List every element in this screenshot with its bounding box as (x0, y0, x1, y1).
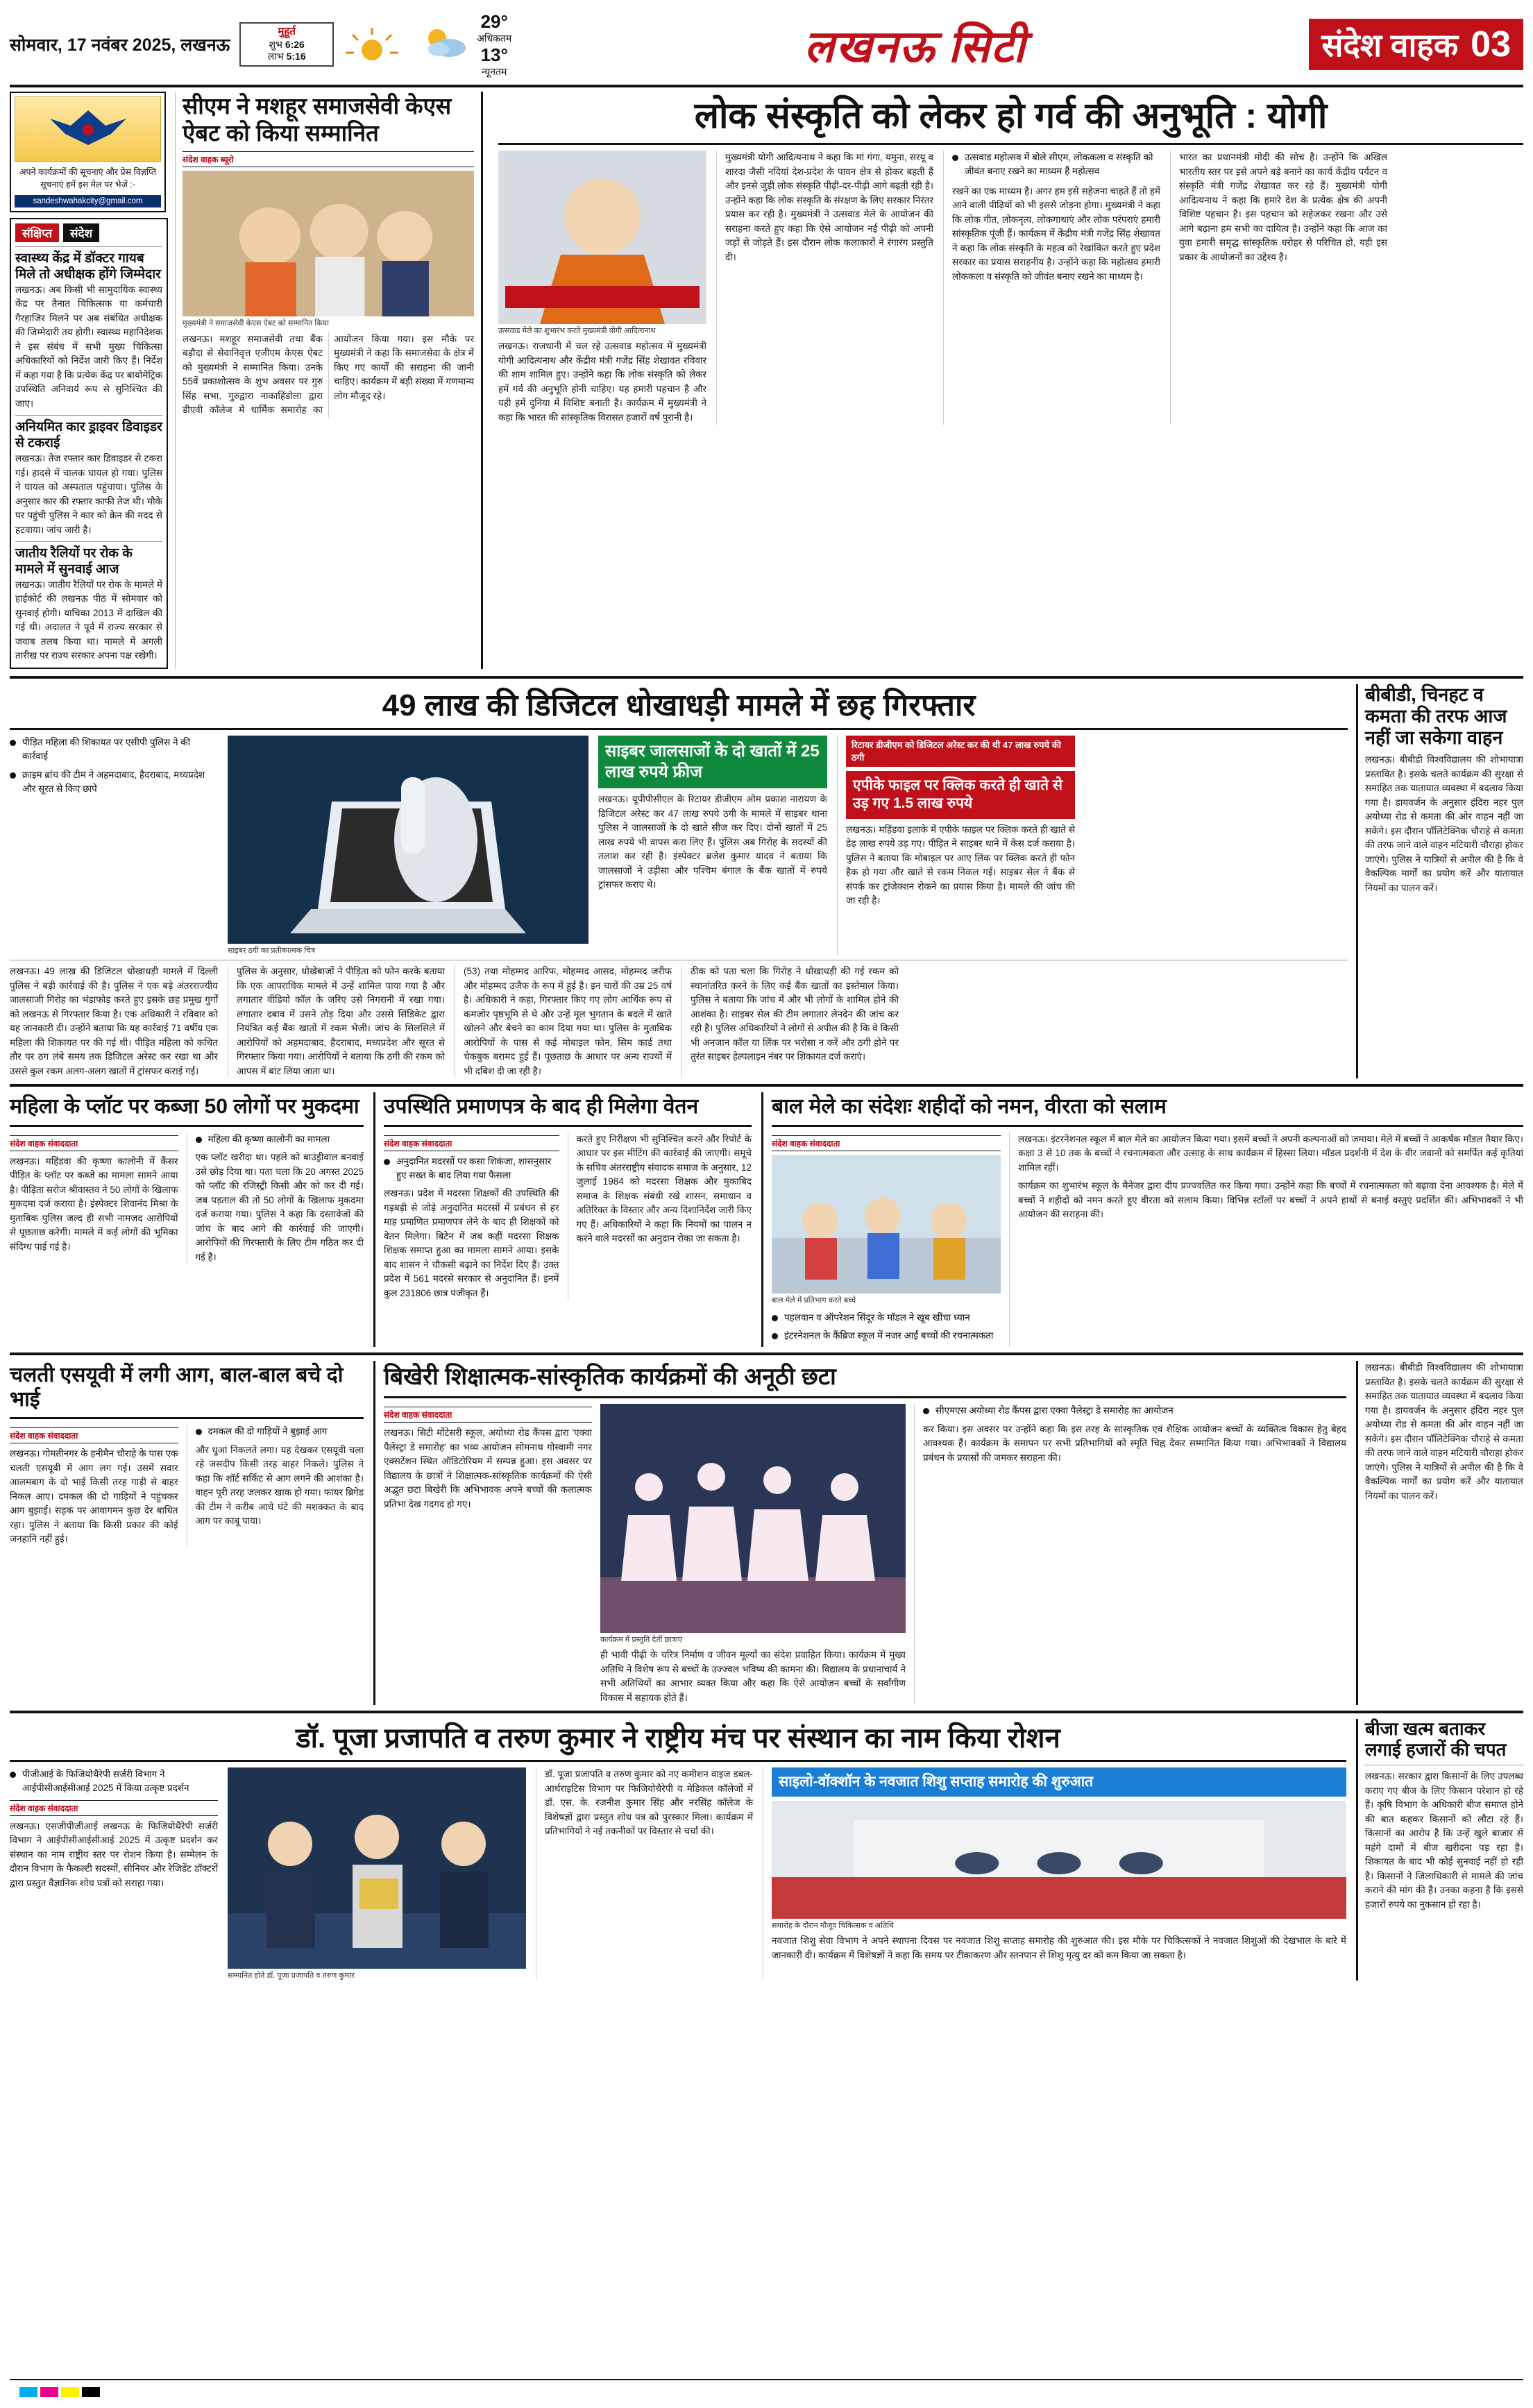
fraud-red-box (837, 736, 1075, 956)
brand-name: संदेश वाहक (1321, 27, 1459, 63)
weather-widget (410, 11, 521, 78)
cultural-byline: संदेश वाहक संवाददाता (384, 1407, 592, 1423)
story-traffic-diversion (1356, 684, 1523, 1078)
plot-bullet-0: महिला की कृष्णा कालोनी का मामला (196, 1133, 364, 1146)
attendance-body-c1: लखनऊ। प्रदेश में मदरसा शिक्षकों की उपस्थिति की गड़बड़ी से जोड़े अनुदानित मदरसों में प्रबंधन से हर माह प्रमाणित प्रमाणपत्र लेने के बाद ही शिक्षकों को वेतन मिलेगा। बिटेन में जब कहीं मदरसा शिक्षक शिक्षक समाप्त हुआ का मामला सामने आया। इसके बाद शासन ने चौकसी बढ़ाने का निर्देश दिए हैं। उक्त प्रदेश में 561 मदरसे सरकार से अनुदानित हैं। इनमें कुल 231806 छात्र पंजीकृत हैं। (384, 1188, 559, 1298)
lead-col-4 (1170, 151, 1387, 425)
lead-col-1 (498, 151, 706, 425)
fraud-bullet-1: क्राइम ब्रांच की टीम ने अहमदाबाद, हैदराबाद, मध्यप्रदेश और सूरत से किए छापे (10, 768, 218, 797)
suv-body-c1: लखनऊ। गोमतीनगर के हनीमैन चौराहे के पास एक चलती एसयूवी में आग लग गई। उसमें सवार आलमबाग के दो भाई किसी तरह गाड़ी से बाहर निकल आए। दमकल की दो गाड़ियों ने पहुंचकर आग बुझाई। सड़क पर आवागमन कुछ देर बाधित रहा। पुलिस ने बताया कि किसी प्रकार की कोई जनहानि नहीं हुई। (10, 1448, 178, 1545)
suv-headline: चलती एसयूवी में लगी आग, बाल-बाल बचे दो भाई (10, 1364, 344, 1411)
story-cm-photo (183, 171, 474, 316)
bal-mela-photo (772, 1155, 1001, 1294)
fraud-red-body2: लखनऊ। महिंडवा इलाके में एपीके फाइल पर क्लिक करते ही खाते से डेढ़ लाख रुपये उड़ गए। पीड़ित ने साइबर थाने में केस दर्ज कराया है। पुलिस ने बताया कि मोबाइल पर आए लिंक पर क्लिक करते ही फोन हैक हो गया और खाते से रकम निकल गई। साइबर सेल ने बैंक से संपर्क कर ट्रांजेक्शन रोकने का प्रयास किया है। मामले की जांच की जा रही है। (846, 824, 1075, 906)
top-zone (10, 92, 1523, 669)
brief-news-box (10, 218, 168, 669)
panchang-title: मुहूर्त (278, 26, 296, 38)
cultural-bullet-0: सीएमएस अयोध्या रोड कैंपस द्वारा एक्वा पैलेस्ट्रा डे समारोह का आयोजन (923, 1404, 1346, 1418)
brief-item-0-head: स्वास्थ्य केंद्र में डॉक्टर गायब मिले तो अधीक्षक होंगे जिम्मेदार (15, 251, 161, 282)
story-lead (490, 92, 1523, 669)
lead-col-2 (716, 151, 933, 425)
fraud-body-c3: (53) तथा मोहम्मद आरिफ, मोहम्मद आसद, मोहम्मद जरीफ और मोहम्मद उजैफ के रूप में हुई है। इन चारों की उम्र 25 वर्ष है। अधिकारी ने कहा, गिरफ्तार किए गए लोग आर्थिक रूप से कमजोर पृष्ठभूमि से थे और उन्हें मूल भुगतान के बदले में खाते खोलने और बेचने का काम दिया गया था। पुलिस के मुताबिक आरोपियों के पास से कई मोबाइल फोन, सिम कार्ड तथा चेकबुक बरामद हुई हैं। पूछताछ के आधार पर अन्य राज्यों में भी दबिश दी जा रही है। (455, 965, 672, 1078)
fraud-red-caption: रिटायर डीजीएम को डिजिटल अरेस्ट कर की थी 47 लाख रुपये की ठगी (846, 736, 1075, 767)
lead-headline: लोक संस्कृति को लेकर हो गर्व की अनुभूति : योगी (694, 96, 1328, 136)
cmyk-registration-marks (19, 2387, 100, 2397)
award-headline: डॉ. पूजा प्रजापति व तरुण कुमार ने राष्ट्रीय मंच पर संस्थान का नाम किया रोशन (296, 1723, 1060, 1754)
award-photo (228, 1767, 526, 1969)
temp-low-label: न्यूनतम (482, 66, 507, 78)
fraud-red-head2: एपीके फाइल पर क्लिक करते ही खाते से उड़ गए 1.5 लाख रुपये (846, 771, 1075, 819)
traffic-body: लखनऊ। बीबीडी विश्वविद्यालय की शोभायात्रा प्रस्तावित है। इसके चलते कार्यक्रम की सुरक्षा से समाहित तक यातायात व्यवस्था में बदलाव किया गया है। डायवर्जन के अनुसार इंदिरा नहर पुल अयोध्या रोड से कमता की ओर वाहन नहीं जा सकेंगे। इस दौरान पॉलिटेक्निक चौराहे से कमता की तरफ जाने वाले वाहन मटियारी चौराहा होकर जाएंगे। पुलिस ने यात्रियों से अपील की है कि वे वैकल्पिक मार्गों का प्रयोग करें और यातायात नियमों का पालन करें। (1365, 754, 1523, 893)
masthead (10, 7, 1523, 87)
brand-block (1309, 19, 1523, 70)
edition-title: लखनऊ सिटी (804, 22, 1026, 71)
temp-low: 13° (480, 44, 508, 65)
fraud-body-c2: पुलिस के अनुसार, धोखेबाजों ने पीड़िता को फोन करके बताया कि एक आपराधिक मामले में उन्हें शामिल पाया गया है और लगातार वीडियो कॉल के जरिए उसे निगरानी में रखा गया। लगातार दबाव में उसने तोड़ दिया और उससे सिंडिकेट द्वारा नियंत्रित कई बैंक खातों में रकम भेजी। जांच के सिलसिले में आरोपियों को अहमदाबाद, हैदराबाद, मध्यप्रदेश और सूरत से गिरफ्तार किया गया। आरोपियों ने बताया कि ठगी की रकम को आपस में बांट लिया जाता था। (228, 965, 445, 1078)
story-digital-fraud-band (10, 684, 1523, 1078)
bal-mela-body-c1: लखनऊ। इंटरनेशनल स्कूल में बाल मेले का आयोजन किया गया। इसमें बच्चों ने अपनी कल्पनाओं को जमाया। मेले में बच्चों ने आकर्षक मॉडल तैयार किए। कक्षा 3 से 10 तक के बच्चों ने रचनात्मकता और उत्साह के साथ कार्यक्रम में हिस्सा लिया। मॉडल प्रदर्शनी में देश के वीर जवानों को समर्पित कई कृतियां शामिल रहीं। (1018, 1133, 1523, 1173)
fraud-green-body: लखनऊ। यूपीपीसीएल के रिटायर डीजीएम ओम प्रकाश नारायण के डिजिटल अरेस्ट कर 47 लाख रुपये ठगी के मामले में साइबर थाना पुलिस ने जालसाजों के दो खाते सीज कर दिए। दोनों खातों में 25 लाख रुपये भी वापस करा लिए हैं। पुलिस अब गिरोह के सदस्यों की तलाश कर रही है। इंस्पेक्टर ब्रजेश कुमार यादव ने बताया कि जालसाजों ने उड़ीसा और पश्चिम बंगाल के बैंक खातों में रुपये ट्रांसफर कराए थे। (598, 794, 827, 890)
bal-mela-bullet-1: इंटरनेशनल के कैंब्रिज स्कूल में नजर आईं बच्चों की रचनात्मकता (772, 1329, 1001, 1343)
brief-news-tags (15, 223, 162, 242)
brief-item-1-body: लखनऊ। तेज रफ्तार कार डिवाइडर से टकरा गई। हादसे में चालक घायल हो गया। पुलिस ने घायल को अस्पताल पहुंचाया। पुलिस के अनुसार कार की रफ्तार काफी तेज थी। मौके पर पहुंची पुलिस ने कार को क्रेन की मदद से हटवाया। जांच जारी है। (15, 453, 162, 535)
story-bal-mela (761, 1092, 1523, 1347)
traffic-headline: बीबीडी, चिनहट व कमता की तरफ आज नहीं जा सकेगा वाहन (1365, 684, 1507, 748)
suv-bullet-0: दमकल की दो गाड़ियों ने बुझाई आग (196, 1425, 364, 1439)
sun-clock-icon (334, 22, 410, 67)
story-suv-fire (10, 1361, 364, 1705)
contact-ad (10, 92, 166, 212)
story-seed-scam (1356, 1719, 1523, 1981)
panchang-box (239, 22, 334, 67)
lead-col2-body: मुख्यमंत्री योगी आदित्यनाथ ने कहा कि मां गंगा, यमुना, सरयू व शारदा जैसी नदियां देश-प्रदेश के पावन क्षेत्र से होकर बहती हैं और इनसे जुड़ी लोक संस्कृति पीढ़ी-दर-पीढ़ी आगे बढ़ती रही है। उन्होंने कहा कि लोक संस्कृति के संरक्षण के लिए सरकार निरंतर प्रयास कर रही है। मुख्यमंत्री ने उत्सवाड मेले के आयोजन की सराहना करते हुए कहा कि ऐसे आयोजन नई पीढ़ी को अपनी जड़ों से जोड़ते हैं। इस दौरान लोक कलाकारों ने रंगारंग प्रस्तुति दी। (725, 152, 933, 262)
award-sub-headline: साइलो-वॉक्शॉन के नवजात शिशु सप्ताह समारोह की शुरुआत (772, 1767, 1346, 1797)
award-photo-2 (772, 1801, 1346, 1919)
plot-body-c1: लखनऊ। महिंडवा की कृष्णा कालोनी में कैंसर पीड़ित के प्लॉट पर कब्जे का मामला सामने आया है। पीड़िता सरोज श्रीवास्तव ने 50 लोगों के खिलाफ मुकदमा दर्ज कराया है। इंस्पेक्टर शिवानंद मिश्रा के मुताबिक पुलिस जल्द ही सभी नामजद आरोपियों से पूछताछ करेगी। मामले में कई लोगों की भूमिका संदिग्ध पाई गई है। (10, 1155, 178, 1252)
lead-col4-body: भारत का प्रधानमंत्री मोदी की सोच है। उन्होंने कि अखिल भारतीय स्तर पर इसे अपने बड़े बनाने का कार्य केंद्रीय पर्यटन व संस्कृति मंत्री गजेंद्र शेखावत कर रहे हैं। मुख्यमंत्री योगी आदित्यनाथ ने कहा कि हमारे देश के प्रत्येक क्षेत्र की अपनी विशिष्ट पहचान है। इस पहचान को सहेजकर रखना और उसे आगे बढ़ाना हम सभी का दायित्व है। उन्होंने कहा कि आज का युवा हमारी समृद्ध सांस्कृतिक धरोहर से परिचित हो, यही इस प्रकार के आयोजनों का उद्देश्य है। (1179, 152, 1387, 262)
panchang-row-1-label: लाभ (267, 51, 284, 62)
plot-headline: महिला के प्लॉट पर कब्जा 50 लोगों पर मुकदमा (10, 1095, 359, 1119)
temp-high-label: अधिकतम (477, 33, 512, 44)
third-band (10, 1361, 1523, 1705)
fraud-bullet-0: पीड़ित महिला की शिकायत पर एसीपी पुलिस ने की कार्रवाई (10, 736, 218, 764)
fraud-photo-col (228, 736, 588, 956)
cultural-photo-caption: कार्यक्रम में प्रस्तुति देतीं छात्राएं (600, 1636, 682, 1645)
brief-item-2-head: जातीय रैलियों पर रोक के मामले में सुनवाई आज (15, 546, 133, 577)
seed-body: लखनऊ। सरकार द्वारा किसानों के लिए उपलब्ध कराए गए बीज के लिए किसान परेशान हो रहे हैं। कृषि विभाग के अधिकारी बीज समाप्त होने की बात कहकर किसानों को लौटा रहे हैं। किसानों का आरोप है कि उन्हें खुले बाजार से महंगे दामों में बीज खरीदना पड़ रहा है। शिकायत के बाद भी कोई सुनवाई नहीं हो रही है। किसानों ने जिलाधिकारी से मामले की जांच कराने की मांग की है। उनका कहना है कि इससे हजारों रुपये का नुकसान हो रहा है। (1365, 1771, 1523, 1910)
lead-col1-body: लखनऊ। राजधानी में चल रहे उत्सवाड महोत्सव में मुख्यमंत्री योगी आदित्यनाथ और केंद्रीय मंत्री गजेंद्र सिंह शेखावत रविवार की शाम शामिल हुए। उन्होंने कहा कि लोक संस्कृति को लेकर हमें गर्व की अनुभूति होनी चाहिए। यह हमारी पहचान है और यही हमें दुनिया में विशिष्ट बनाती है। कार्यक्रम में मुख्यमंत्री ने कहा कि भारत की सांस्कृतिक विरासत हजारों वर्ष पुरानी है। (498, 341, 706, 423)
award-bullet-0: पीजीआई के फिजियोथैरेपी सर्जरी विभाग ने आईपीसीआईसीआई 2025 में किया उत्कृष्ट प्रदर्शन (10, 1767, 218, 1796)
fraud-photo (228, 736, 588, 944)
temp-high: 29° (480, 11, 508, 33)
panchang-row-0-value: 6:26 (285, 38, 305, 50)
page-number: 03 (1471, 24, 1511, 65)
fraud-green-head: साइबर जालसाजों के दो खातों में 25 लाख रुपये फ्रीज (598, 736, 827, 788)
brief-item-0-body: लखनऊ। अब किसी भी सामुदायिक स्वास्थ्य केंद्र पर तैनात चिकित्सक या कर्मचारी गैरहाजिर मिलने पर अब संबंधित अधीक्षक की जिम्मेदारी तय होगी। स्वास्थ्य महानिदेशक ने इस संबंध में सभी मुख्य चिकित्सा अधिकारियों को निर्देश जारी किए हैं। निर्देश में कहा गया है कि प्रत्येक केंद्र पर बायोमेट्रिक उपस्थिति अनिवार्य रूप से सुनिश्चित की जाए। (15, 284, 162, 409)
four-story-band (10, 1092, 1523, 1347)
attendance-byline: संदेश वाहक संवाददाता (384, 1135, 559, 1151)
lead-photo (498, 151, 706, 324)
bal-mela-bullet-0: पहलवान व ऑपरेशन सिंदूर के मॉडल ने खूब खींचा ध्यान (772, 1311, 1001, 1325)
award-photo2-caption: समारोह के दौरान मौजूद चिकित्सक व अतिथि (772, 1922, 895, 1931)
bal-mela-body-c2: कार्यक्रम का शुभारंभ स्कूल के मैनेजर द्वारा दीप प्रज्ज्वलित कर किया गया। उन्होंने कहा कि बच्चों में रचनात्मकता को बढ़ावा देना आवश्यक है। मेले में बच्चों ने शहीदों को नमन करते हुए वीरता को सलाम किया। विभिन्न स्टॉलों पर बच्चों ने अपने हाथों से बनाई वस्तुएं प्रदर्शित कीं। अभिभावकों ने भी आयोजन की सराहना की। (1018, 1180, 1523, 1220)
suv-byline: संदेश वाहक संवाददाता (10, 1427, 178, 1443)
lead-photo-caption: उत्सवाड मेले का शुभारंभ करते मुख्यमंत्री योगी आदित्यनाथ (498, 327, 656, 336)
panchang-row-1-value: 5:16 (286, 51, 306, 62)
story-award (10, 1719, 1346, 1981)
suv-body-c2: और धुआं निकलते लगा। यह देखकर एसयूवी चला रहे जसदीप किसी तरह बाहर निकले। पुलिस ने कहा कि शॉर्ट सर्किट से आग लगने की आशंका है। वाहन पूरी तरह जलकर खाक हो गया। फायर ब्रिगेड की टीम ने करीब आधे घंटे की मशक्कत के बाद आग पर काबू पाया। (195, 1444, 364, 1527)
fraud-body-c1: लखनऊ। 49 लाख की डिजिटल धोखाधड़ी मामले में दिल्ली पुलिस ने बड़ी कार्रवाई की है। पुलिस ने एक बड़े अंतरराज्यीय जालसाजी गिरोह का भंडाफोड़ करते हुए इसके छह प्रमुख गुर्गों को लखनऊ से गिरफ्तार किया है। एक अधिकारी ने रविवार को यह जानकारी दी। उन्होंने बताया कि यह कार्रवाई 71 वर्षीय एक महिला की शिकायत पर की गई थी। पीड़ित महिला को कथित तौर पर ठग लंबे समय तक डिजिटल अरेस्ट कर रखा था और उससे कुल रकम अलग-अलग खातों में ट्रांसफर कराई गई। (10, 966, 218, 1076)
right-rail-body: लखनऊ। बीबीडी विश्वविद्यालय की शोभायात्रा प्रस्तावित है। इसके चलते कार्यक्रम की सुरक्षा से समाहित तक यातायात व्यवस्था में बदलाव किया गया है। डायवर्जन के अनुसार इंदिरा नहर पुल अयोध्या रोड से कमता की ओर वाहन नहीं जा सकेंगे। इस दौरान पॉलिटेक्निक चौराहे से कमता की तरफ जाने वाले वाहन मटियारी चौराहा होकर जाएंगे। पुलिस ने यात्रियों से अपील की है कि वे वैकल्पिक मार्गों का प्रयोग करें और यातायात नियमों का पालन करें। (1365, 1362, 1523, 1501)
award-body-c1: लखनऊ। एसजीपीजीआई लखनऊ के फिजियोथैरेपी सर्जरी विभाग ने आईपीसीआईसीआई 2025 में उत्कृष्ट प्रदर्शन कर संस्थान का नाम राष्ट्रीय स्तर पर रोशन किया है। सम्मेलन के दौरान विभाग के फैकल्टी सदस्यों, सीनियर और रेजिडेंट डॉक्टरों द्वारा प्रस्तुत वैज्ञानिक शोध पत्रों को सराहा गया। (10, 1820, 218, 1888)
story-cm-byline: संदेश वाहक ब्यूरो (183, 151, 474, 167)
plot-byline: संदेश वाहक संवाददाता (10, 1135, 178, 1151)
seed-headline: बीजा खत्म बताकर लगाई हजारों की चपत (1365, 1718, 1507, 1761)
story-digital-fraud (10, 684, 1348, 1078)
bal-mela-byline: संदेश वाहक संवाददाता (772, 1135, 1001, 1151)
brief-tag-2: संदेश (63, 223, 99, 242)
left-rail (10, 92, 168, 669)
fraud-green-box (598, 736, 827, 956)
cultural-body-c3: कर किया। इस अवसर पर उन्होंने कहा कि इस तरह के सांस्कृतिक एवं शैक्षिक आयोजन बच्चों के व्यक्तित्व विकास हेतु बेहद आवश्यक हैं। कार्यक्रम के समापन पर सभी प्रतिभागियों को स्मृति चिह्न देकर सम्मानित किया गया। अभिभावकों ने विद्यालय प्रबंधन के प्रयासों की जमकर सराहना की। (923, 1423, 1346, 1463)
attendance-bullet-0: अनुदानित मदरसों पर कसा शिकंजा, शासनुसार हुए सख्त के बाद लिया गया फैसला (384, 1155, 559, 1183)
temperature-block (477, 11, 511, 78)
bal-mela-headline: बाल मेले का संदेशः शहीदों को नमन, वीरता को सलाम (772, 1095, 1167, 1119)
fraud-body-c4: ठीक को पता चला कि गिरोह ने धोखाधड़ी की गई रकम को स्थानांतरित करने के लिए कई बैंक खातों का इस्तेमाल किया। पुलिस ने बताया कि जांच में और भी लोगों के शामिल होने की आशंका है। साइबर सेल की टीम लगातार लेनदेन की जांच कर रही है। पुलिस अधिकारियों ने लोगों से अपील की है कि वे किसी भी अनजान कॉल या लिंक पर भरोसा न करें और ठगी होने पर तुरंत साइबर हेल्पलाइन नंबर पर शिकायत दर्ज कराएं। (681, 965, 899, 1078)
story-cm-honour (175, 92, 483, 669)
attendance-body-c2: करते हुए निरीक्षण भी सुनिश्चित करने और रिपोर्ट के आधार पर इस मीटिंग की कार्रवाई की जाएगी। समूचे के सचिव अंतरराष्ट्रीय संवादक समाज के अनुसार, 12 जुलाई 1984 को मदरसा शिक्षक और मुकाबिद समाज के शिक्षक संबंधी रखे शासन, समाधान व अतिरिक्त के विस्तार और अन्य दिशानिर्देश जारी किए गए हैं। अधिकारियों ने कहा कि नियमों का पालन न करने वाले मदरसों का अनुदान रोका जा सकता है। (576, 1133, 752, 1244)
sun-cloud-icon (420, 23, 471, 67)
cultural-body-c1: लखनऊ। सिटी मोंटेसरी स्कूल, अयोध्या रोड कैंपस द्वारा 'एक्वा पैलेस्ट्रा डे समारोह' का भव्य आयोजन सोमनाथ गोस्वामी नगर एक्सटेंशन स्थित ऑडिटोरियम में सम्पन्न हुआ। इस अवसर पर विद्यालय के छात्रों ने शिक्षात्मक-सांस्कृतिक कार्यक्रमों की ऐसी अद्भुत छटा बिखेरी कि अभिभावक अपने बच्चों की कलात्मक प्रतिभा देख गदगद हो गए। (384, 1427, 592, 1509)
cultural-photo (600, 1404, 906, 1633)
bal-mela-photo-caption: बाल मेले में प्रतिभाग करते बच्चे (772, 1296, 856, 1305)
story-attendance-certificate (373, 1092, 752, 1347)
fraud-bullets-col (10, 736, 218, 956)
story-cm-headline: सीएम ने मशहूर समाजसेवी केएस ऐबट को किया सम्मानित (183, 93, 452, 146)
story-plot-encroachment (10, 1092, 364, 1347)
attendance-headline: उपस्थिति प्रमाणपत्र के बाद ही मिलेगा वेतन (384, 1095, 699, 1119)
fraud-headline: 49 लाख की डिजिटल धोखाधड़ी मामले में छह गिरफ्तार (382, 688, 976, 722)
story-cm-photo-caption: मुख्यमंत्री ने समाजसेवी केएस ऐबट को सम्मानित किया (183, 319, 329, 328)
story-cultural-programs (373, 1361, 1346, 1705)
story-cm-body: लखनऊ। मशहूर समाजसेवी तथा बैंक बड़ौदा से सेवानिवृत्त एजीएम केएस ऐबट को मुख्यमंत्री ने सम्मानित किया। उनके 55वें प्रकाशोत्सव के शुभ अवसर पर गुरु सिंह सभा, गुरुद्वारा नाकाहिंडोला द्वारा डीएवी कॉलेज में धार्मिक समारोह का आयोजन किया गया। इस मौके पर मुख्यमंत्री ने कहा कि समाजसेवा के क्षेत्र में किए गए कार्यों की सराहना की जानी चाहिए। कार्यक्रम में बड़ी संख्या में गणमान्य लोग मौजूद रहे। (183, 333, 474, 416)
lead-col3-body: रखने का एक माध्यम है। अगर हम इसे सहेजना चाहते हैं तो हमें आने वाली पीढ़ियों को भी इससे जोड़ना होगा। मुख्यमंत्री ने कहा कि लोक गीत, लोकनृत्य, लोकगाथाएं और लोक परंपराएं हमारी सांस्कृतिक पूंजी हैं। कार्यक्रम में केंद्रीय मंत्री गजेंद्र सिंह शेखावत ने कहा कि लोक संस्कृति के महत्व को रेखांकित करते हुए प्रदेश सरकार का प्रयास सराहनीय है। उन्होंने कहा कि महोत्सव हमारी लोककला व संस्कृति को जीवंत बनाए रखने का माध्यम है। (952, 185, 1160, 282)
publication-date: सोमवार, 17 नवंबर 2025, लखनऊ (10, 35, 230, 55)
plot-body-c2: एक प्लॉट खरीदा था। पहले को बाउंड्रीवाल बनवाई उसे छोड़ दिया था। पता चला कि 20 अगस्त 2025 को प्लॉट की रजिस्ट्री किसी और को कर दी गई। जब पड़ताल की तो 50 लोगों के खिलाफ मुकदमा दर्ज कराया गया। पुलिस ने कहा कि दस्तावेजों की जांच के बाद आगे की कार्रवाई की जाएगी। आरोपियों की गिरफ्तारी के लिए टीम गठित कर दी गई है। (195, 1152, 364, 1262)
brief-item-1-head: अनियमित कार ड्राइवर डिवाइडर से टकराई (15, 420, 162, 451)
brief-tag-1: संक्षिप्त (15, 223, 59, 242)
right-rail-filler (1356, 1361, 1523, 1705)
ad-text: अपने कार्यक्रमों की सूचनाएं और प्रेस विज्ञप्ति सूचनाएं हमें इस मेल पर भेजें :- (19, 167, 156, 190)
award-photo-caption: सम्मानित होते डॉ. पूजा प्रजापति व तरुण कुमार (228, 1972, 355, 1981)
footer-rule (10, 2379, 1523, 2380)
award-byline: संदेश वाहक संवाददाता (10, 1800, 218, 1816)
cultural-body-c2: ही भावी पीढ़ी के चरित्र निर्माण व जीवन मूल्यों का संदेश प्रवाहित किया। कार्यक्रम में मुख्य अतिथि ने विशेष रूप से बच्चों के उज्ज्वल भविष्य की कामना की। विद्यालय के प्रधानाचार्य ने सभी अतिथियों का आभार व्यक्त किया और कहा कि ऐसे आयोजन बच्चों के सर्वांगीण विकास में सहायक होते हैं। (600, 1650, 906, 1703)
brief-item-2-body: लखनऊ। जातीय रैलियों पर रोक के मामले में हाईकोर्ट की लखनऊ पीठ में सोमवार को सुनवाई होगी। याचिका 2013 में दाखिल की गई थी। अदालत ने पूर्व में राज्य सरकार से जवाब तलब किया था। मामले में अगली तारीख पर राज्य सरकार अपना पक्ष रखेगी। (15, 579, 162, 661)
award-band (10, 1719, 1523, 1981)
ad-email[interactable]: sandeshwahakcity@gmail.com (15, 195, 161, 207)
fraud-photo-caption: साइबर ठगी का प्रतीकात्मक चित्र (228, 947, 316, 956)
cultural-headline: बिखेरी शिक्षात्मक-सांस्कृतिक कार्यक्रमों की अनूठी छटा (384, 1364, 836, 1391)
award-body-c3: नवजात शिशु सेवा विभाग ने अपने स्थापना दिवस पर नवजात शिशु सप्ताह समारोह की शुरुआत की। इस मौके पर चिकित्सकों ने नवजात शिशुओं की देखभाल के बारे में जानकारी दी। कार्यक्रम में विशेषज्ञों ने कहा कि समय पर टीकाकरण और स्तनपान से शिशु मृत्यु दर को कम किया जा सकता है। (772, 1935, 1346, 1960)
award-body-c2: डॉ. पूजा प्रजापति व तरुण कुमार को नए कमीशन वाइज डबल-आर्थराइटिस विभाग पर फिजियोथैरेपी व मेडिकल कॉलेजों में डॉ. एस. के. रजनीश कुमार सिंह और नरसिंह कॉलेज के विशेषज्ञों द्वारा प्रस्तुत शोध पत्र को पुरस्कार मिला। कार्यक्रम में प्रतिभागियों ने नई तकनीकों पर विस्तार से चर्चा की। (545, 1769, 753, 1837)
eagle-logo-icon (15, 96, 161, 162)
lead-col-3 (943, 151, 1160, 425)
panchang-row-0-label: शुभ (269, 38, 282, 50)
lead-bullet-0: उत्सवाड महोत्सव में बोले सीएम, लोककला व संस्कृति को जीवंत बनाए रखने का माध्यम हैं महोत्सव (952, 151, 1160, 179)
